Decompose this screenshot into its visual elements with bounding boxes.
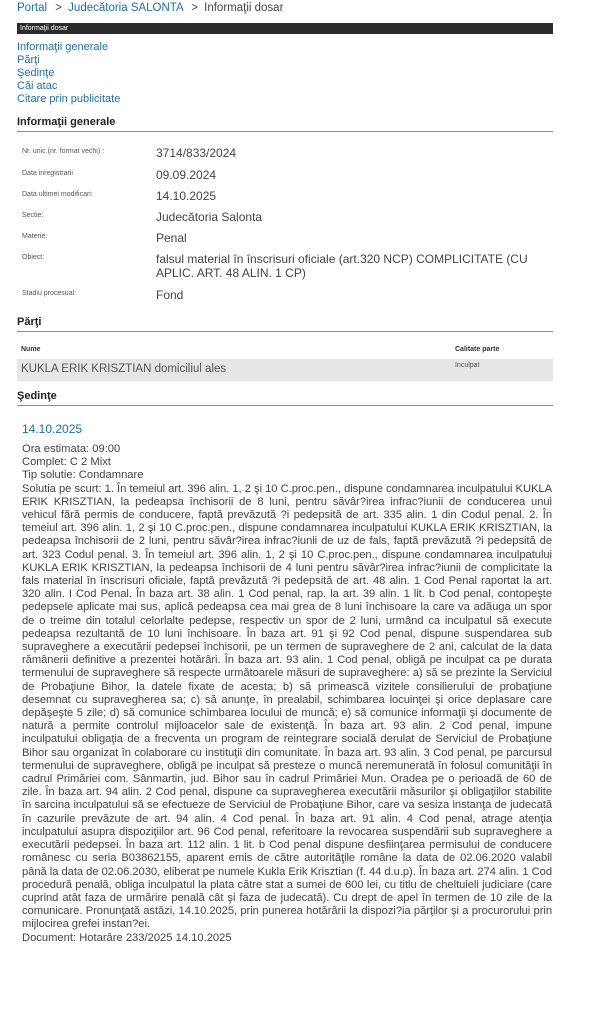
header-bar-title: Informaţii dosar — [20, 25, 69, 32]
breadcrumb-current: Informaţii dosar — [204, 2, 284, 14]
nav-link-hearings[interactable]: Şedinţe — [17, 67, 55, 79]
last-modified-value: 14.10.2025 — [156, 189, 217, 203]
breadcrumb-court-link[interactable]: Judecătoria SALONTA — [68, 2, 184, 14]
last-modified-label: Data ultimei modificari: — [22, 191, 93, 198]
matter-label: Materie: — [22, 233, 48, 240]
column-header-role: Calitate parte — [455, 346, 500, 353]
matter-value: Penal — [156, 231, 187, 245]
hearing-solution-summary: Solutia pe scurt: 1. În temeiul art. 396 alin. 1, 2 şi 10 C.proc.pen., dispune condamnarea inculpatului KUKLA ERIK KRISZTIAN, la pedeapsa închisorii de 8 luni, pentru săvâr?irea infrac?iunii de conducerea unui vehicul fără permis de conducere, faptă prevăzută ?i pedepsită de art. 335 alin. 1 din Codul penal. 2. În temeiul art. 396 alin. 1, 2 şi 10 C.proc.pen., dispune condamnarea inculpatului KUKLA ERIK KRISZTIAN, la pedeapsa închisorii de 2 luni, pentru săvâr?irea infrac?iunii de uz de fals, faptă prevăzută ?i pedepsită de art. 323 Codul penal. 3. În temeiul art. 396 alin. 1, 2 şi 10 C.proc.pen., dispune condamnarea inculpatului KUKLA ERIK KRISZTIAN, la pedeapsa închisorii de 4 luni pentru săvâr?irea infrac?iunii de complicitate la fals material în înscrisuri oficiale, faptă prevăzută ?i pedepsită de art. 48 alin. 1 Cod Penal raportat la art. 320 alin. I Cod Penal. În baza art. 38 alin. 1 Cod penal, rap. la art. 39 alin. 1 lit. b Cod penal, contopeşte pedepsele aplicate mai sus, aplică pedeapsa cea mai grea de 8 luni închisoare la care va adăuga un spor de o treime din totalul celorlalte pedepse, respectiv un spor de 2 luni, urmând ca inculpatul să execute pedeapsa rezultantă de 10 luni închisoare. În baza art. 91 şi 92 Cod penal, dispune suspendarea sub supraveghere a executării pedepsei închisorii, pe un termen de supraveghere de 2 ani, calculat de la data rămânerii definitive a prezentei hotărâri. În baza art. 93 alin. 1 Cod penal, obligă pe inculpat ca pe durata termenului de supraveghere să respecte următoarele măsuri de supraveghere: a) să se prezinte la Serviciul de Probaţiune Bihor, la datele fixate de acesta; b) să primească vizitele consilierului de probaţiune desemnat cu supravegherea sa; c) să anunţe, în prealabil, schimbarea locuinţei şi orice deplasare care depăşeşte 5 zile; d) să comunice schimbarea locului de muncă; e) să comunice informaţii şi documente de natură a permite controlul mijloacelor sale de existenţă. În baza art. 93 alin. 2 Cod penal, impune inculpatului obligaţia de a frecventa un program de reintegrare socială derulat de Serviciul de Probaţiune Bihor sau organizat în colaborare cu instituţii din comunitate. În baza art. 93 alin. 3 Cod penal, pe parcursul termenului de supraveghere, obligă pe inculpat să presteze o muncă neremunerată în folosul comunităţii în cadrul Primăriei com. Sânmartin, jud. Bihor sau în cadrul Primăriei Mun. Oradea pe o perioadă de 60 de zile. În baza art. 94 alin. 2 Cod penal, dispune ca supravegherea executării măsurilor şi obligaţiilor stabilite în sarcina inculpatului să se efectueze de Serviciul de Probaţiune Bihor, care va sesiza instanţa de judecată în cazurile prevăzute de art. 94 alin. 4 Cod penal. În baza art. 91 alin. 4 Cod penal, atrage atenţia inculpatului asupra dispoziţiilor art. 96 Cod penal, referitoare la revocarea suspendării sub supraveghere a executării pedepsei. În baza art. 112 alin. 1 lit. b Cod penal dispune desfiinţarea permisului de conducere românesc cu seria B03862155, aparent emis de către autorităţile române la data de 02.06.2020 valabil până la data de 02.06.2030, eliberat pe numele Kukla Erik Krisztian (f. 44 d.u.p). În baza art. 274 alin. 1 Cod procedură penală, obliga inculpatul la plata către stat a sumei de 600 lei, cu titlu de cheltuieli judiciare (care cuprind atât faza de urmărire penală cât şi faza de judecată). Cu drept de apel în termen de 10 zile de la comunicare. Pronunţată astăzi, 14.10.2025, prin punerea hotărârii la dispozi?ia părţilor şi a procurorului prin mijlocirea grefei instan?ei. — [22, 482, 552, 931]
procedural-stage-label: Stadiu procesual: — [22, 290, 77, 297]
section-value: Judecătoria Salonta — [156, 210, 263, 224]
breadcrumb-portal-link[interactable]: Portal — [17, 2, 48, 14]
breadcrumb-separator: > — [55, 2, 62, 14]
hearing-date: 14.10.2025 — [22, 422, 83, 436]
procedural-stage-value: Fond — [156, 288, 184, 302]
hearings-heading: Şedinţe — [17, 390, 553, 406]
object-value: falsul material în înscrisuri oficiale (art.320 NCP) COMPLICITATE (CU APLIC. ART. 48 ALIN. 1 CP) — [156, 252, 528, 280]
party-role: Inculpat — [455, 362, 480, 369]
section-label: Sectie: — [22, 212, 44, 219]
header-bar — [17, 23, 553, 34]
section-nav — [17, 41, 120, 106]
registration-date-label: Data inregistrarii — [22, 170, 73, 177]
hearing-document: Document: Hotarâre 233/2025 14.10.2025 — [22, 931, 232, 944]
parties-heading: Părţi — [17, 316, 553, 332]
column-header-name: Nume — [21, 346, 41, 353]
breadcrumb-separator: > — [191, 2, 198, 14]
object-label: Obiect: — [22, 254, 45, 261]
hearing-solution-type: Tip solutie: Condamnare — [22, 469, 144, 482]
hearing-time: Ora estimata: 09:00 — [22, 443, 121, 455]
nav-link-general[interactable]: Informaţii generale — [17, 41, 109, 53]
parties-table-header — [17, 343, 553, 357]
nav-link-summons[interactable]: Citare prin publicitate — [17, 93, 121, 105]
hearing-panel: Complet: C 2 Mixt — [22, 456, 111, 469]
nav-link-appeals[interactable]: Căi atac — [17, 80, 58, 92]
nav-link-parties[interactable]: Părţi — [17, 54, 40, 66]
general-info-heading: Informaţii generale — [17, 116, 553, 132]
hearing-details — [22, 443, 552, 945]
case-number-value: 3714/833/2024 — [156, 146, 237, 160]
party-name: KUKLA ERIK KRISZTIAN domiciliul ales — [21, 363, 227, 375]
registration-date-value: 09.09.2024 — [156, 168, 217, 182]
breadcrumb — [17, 2, 283, 14]
case-number-label: Nr. unic (nr. format vechi) : — [22, 148, 105, 155]
table-row — [17, 359, 553, 381]
